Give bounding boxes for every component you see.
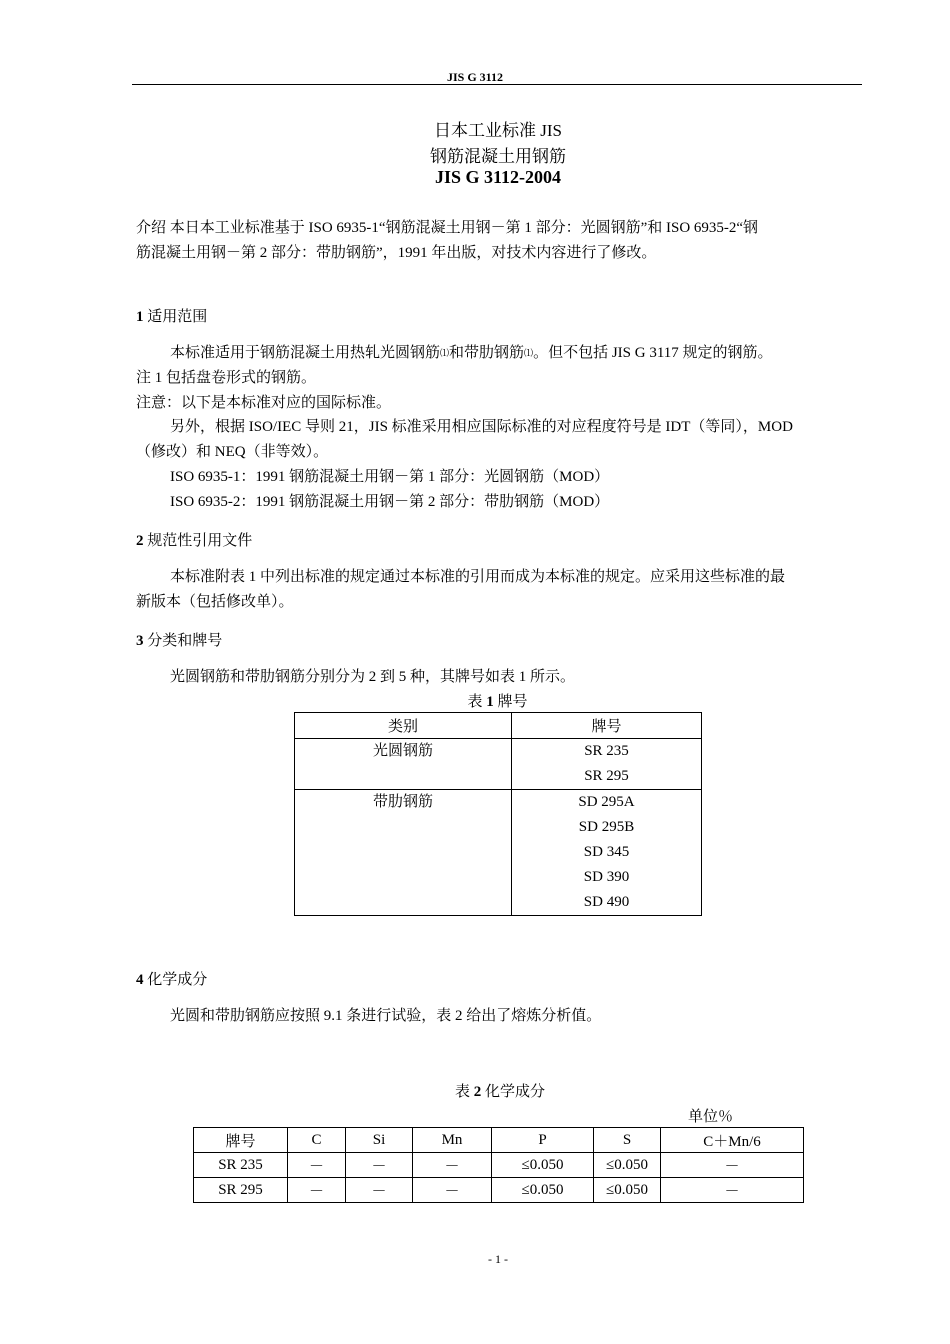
- table-cell: SR 235: [194, 1153, 288, 1178]
- table2-header-grade: 牌号: [194, 1128, 288, 1153]
- grade-item: SD 390: [583, 869, 630, 885]
- footnote-ref-1: ⑴: [440, 348, 450, 358]
- header-standard-code: JIS G 3112: [446, 70, 503, 84]
- table-cell: ≤0.050: [594, 1178, 661, 1203]
- section1-p1: [170, 341, 870, 366]
- intro-line2: 筋混凝土用钢－第 2 部分：带肋钢筋”，1991 年出版，对技术内容进行了修改。: [136, 245, 657, 261]
- table2-header-mn: Mn: [413, 1128, 492, 1153]
- table1-header-category: 类别: [295, 713, 512, 739]
- section3-number: 3: [136, 633, 144, 649]
- grade-item: SR 235: [584, 743, 629, 759]
- table-row: [194, 1178, 804, 1203]
- table-cell: ≤0.050: [492, 1178, 594, 1203]
- page-number: - 1 -: [488, 1252, 508, 1266]
- header-rule: [132, 84, 862, 85]
- table2-caption-prefix: 表: [454, 1084, 470, 1100]
- table1-header-grade: 牌号: [512, 713, 702, 739]
- table-cell: －: [346, 1153, 413, 1178]
- section1-ref1: ISO 6935-1：1991 钢筋混凝土用钢－第 1 部分：光圆钢筋（MOD）: [170, 469, 610, 485]
- section1-attention: 注意：以下是本标准对应的国际标准。: [136, 395, 392, 411]
- table-row: [194, 1153, 804, 1178]
- section2-title: 规范性引用文件: [147, 533, 253, 549]
- table-cell: －: [661, 1178, 804, 1203]
- table1-caption: [294, 690, 701, 711]
- doc-title-line1: 日本工业标准 JIS: [434, 121, 562, 140]
- table2-unit: 单位％: [688, 1109, 734, 1125]
- section1-p1-text-a: 本标准适用于钢筋混凝土用热轧光圆钢筋: [170, 345, 441, 361]
- section3-title: 分类和牌号: [147, 633, 223, 649]
- section1-p1-text-c: 。但不包括 JIS G 3117 规定的钢筋。: [533, 345, 773, 361]
- section1-ref2: ISO 6935-2：1991 钢筋混凝土用钢－第 2 部分：带肋钢筋（MOD）: [170, 494, 610, 510]
- grade-item: SD 295B: [578, 819, 635, 835]
- table-cell: －: [288, 1178, 346, 1203]
- section4-number: 4: [136, 972, 144, 988]
- table1-caption-prefix: 表: [467, 694, 483, 710]
- table2-caption-title: 化学成分: [485, 1084, 546, 1100]
- table-cell: ≤0.050: [492, 1153, 594, 1178]
- table-cell: ≤0.050: [594, 1153, 661, 1178]
- table-grades: [294, 712, 702, 916]
- table-row: [295, 790, 702, 916]
- table2-header-p: P: [492, 1128, 594, 1153]
- doc-title-code: JIS G 3112-2004: [434, 167, 562, 187]
- table1-caption-title: 牌号: [497, 694, 528, 710]
- table1-grades-cell: [512, 739, 702, 790]
- section4-title: 化学成分: [147, 972, 208, 988]
- footnote-ref-2: ⑴: [524, 348, 534, 358]
- section3-heading: [136, 629, 222, 650]
- table1-category-plain: 光圆钢筋: [372, 743, 433, 759]
- table-cell: －: [413, 1178, 492, 1203]
- table1-category-cell: [295, 739, 512, 790]
- table2-header-row: [194, 1128, 804, 1153]
- section2-p-line2: 新版本（包括修改单）。: [136, 594, 294, 610]
- table2-header-ceq: C＋Mn/6: [661, 1128, 804, 1153]
- grade-item: SR 295: [584, 768, 629, 784]
- table-chemical-composition: [193, 1127, 804, 1203]
- table1-category-ribbed: 带肋钢筋: [372, 794, 433, 810]
- table-row: [295, 739, 702, 790]
- section2-number: 2: [136, 533, 144, 549]
- table-cell: －: [413, 1153, 492, 1178]
- table-cell: SR 295: [194, 1178, 288, 1203]
- table1-grades-cell: [512, 790, 702, 916]
- table2-caption-number: 2: [473, 1084, 482, 1100]
- section1-p2-line2: （修改）和 NEQ（非等效）。: [136, 444, 329, 460]
- table-cell: －: [288, 1153, 346, 1178]
- doc-title-line2: 钢筋混凝土用钢筋: [430, 147, 566, 166]
- intro-line1: 介绍 本日本工业标准基于 ISO 6935-1“钢筋混凝土用钢－第 1 部分：光圆钢筋”和 ISO 6935-2“钢: [136, 220, 759, 236]
- section1-title: 适用范围: [147, 309, 208, 325]
- table1-header-row: [295, 713, 702, 739]
- table2-caption: [400, 1080, 600, 1101]
- grade-item: SD 490: [583, 894, 630, 910]
- section4-p: 光圆和带肋钢筋应按照 9.1 条进行试验，表 2 给出了熔炼分析值。: [170, 1008, 602, 1024]
- table2-header-s: S: [594, 1128, 661, 1153]
- table-cell: －: [346, 1178, 413, 1203]
- section1-heading: [136, 305, 207, 326]
- grade-item: SD 345: [583, 844, 630, 860]
- grade-item: SD 295A: [578, 794, 635, 810]
- section1-number: 1: [136, 309, 144, 325]
- section1-p2-line1: 另外，根据 ISO/IEC 导则 21，JIS 标准采用相应国际标准的对应程度符号是 IDT（等同），MOD: [170, 419, 793, 435]
- section2-heading: [136, 529, 252, 550]
- section4-heading: [136, 968, 207, 989]
- table1-category-cell: [295, 790, 512, 916]
- table-cell: －: [661, 1153, 804, 1178]
- table2-header-c: C: [288, 1128, 346, 1153]
- section1-p1-text-b: 和带肋钢筋: [449, 345, 525, 361]
- section3-p: 光圆钢筋和带肋钢筋分别分为 2 到 5 种，其牌号如表 1 所示。: [170, 669, 576, 685]
- section1-note1: 注 1 包括盘卷形式的钢筋。: [136, 370, 317, 386]
- section2-p-line1: 本标准附表 1 中列出标准的规定通过本标准的引用而成为本标准的规定。应采用这些标准的最: [170, 569, 786, 585]
- table2-header-si: Si: [346, 1128, 413, 1153]
- table1-caption-number: 1: [486, 694, 494, 710]
